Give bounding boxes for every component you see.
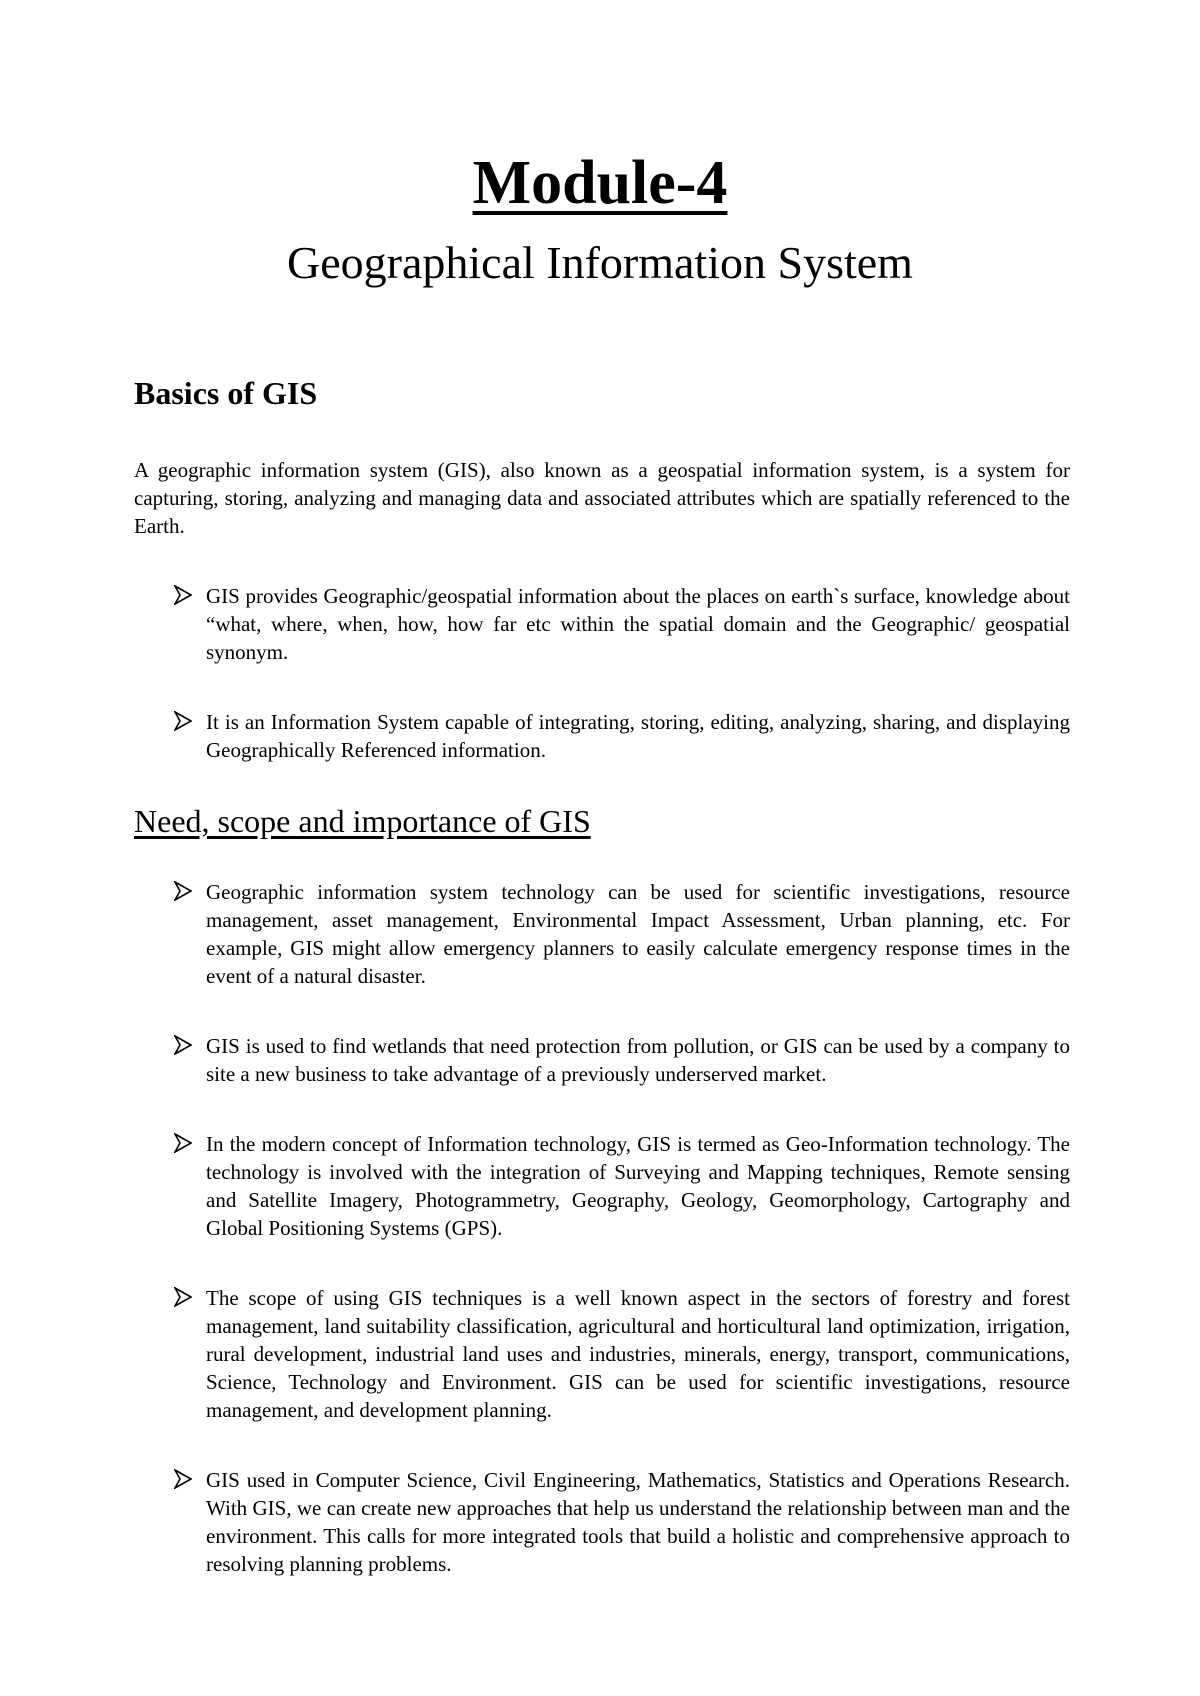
bullet-item bbox=[174, 708, 1070, 764]
bullet-text: The scope of using GIS techniques is a well known aspect in the sectors of forestry and forest management, land suitability classification, agricultural and horticultural land optimization, irrigation, rural development, industrial land uses and industries, minerals, energy, transport, communications, Science, Technology and Environment. GIS can be used for scientific investigations, resource management, and development planning. bbox=[206, 1286, 1070, 1422]
bullet-text: GIS used in Computer Science, Civil Engineering, Mathematics, Statistics and Operations Research. With GIS, we can create new approaches that help us understand the relationship between man and the environment. This calls for more integrated tools that build a holistic and comprehensive approach to resolving planning problems. bbox=[206, 1468, 1070, 1576]
module-title bbox=[0, 148, 1200, 218]
bullet-item bbox=[174, 1032, 1070, 1088]
bullet-text: GIS is used to find wetlands that need protection from pollution, or GIS can be used by a company to site a new business to take advantage of a previously underserved market. bbox=[206, 1034, 1070, 1086]
arrowhead-bullet-icon bbox=[174, 1287, 192, 1307]
bullet-item bbox=[174, 1284, 1070, 1424]
arrowhead-bullet-icon bbox=[174, 881, 192, 901]
arrowhead-bullet-icon bbox=[174, 1133, 192, 1153]
section-heading-need-scope: Need, scope and importance of GIS bbox=[134, 803, 591, 839]
bullet-item bbox=[174, 1466, 1070, 1578]
bullet-item bbox=[174, 582, 1070, 666]
intro-paragraph: A geographic information system (GIS), also known as a geospatial information system, is a system for capturing, storing, analyzing and managing data and associated attributes which are spatially referenced to the Earth. bbox=[134, 458, 1070, 538]
bullet-item bbox=[174, 878, 1070, 990]
bullet-item bbox=[174, 1130, 1070, 1242]
section-heading-basics: Basics of GIS bbox=[134, 375, 318, 411]
bullet-text: In the modern concept of Information technology, GIS is termed as Geo-Information technology. The technology is involved with the integration of Surveying and Mapping techniques, Remote sensing and Satellite Imagery, Photogrammetry, Geography, Geology, Geomorphology, Cartography and Global Positioning Systems (GPS). bbox=[206, 1132, 1070, 1240]
module-title-text: Module-4 bbox=[472, 149, 728, 217]
arrowhead-bullet-icon bbox=[174, 585, 192, 605]
arrowhead-bullet-icon bbox=[174, 711, 192, 731]
bullet-text: GIS provides Geographic/geospatial information about the places on earth`s surface, knowledge about “what, where, when, how, how far etc within the spatial domain and the Geographic/ geospatial synonym. bbox=[206, 584, 1070, 664]
arrowhead-bullet-icon bbox=[174, 1035, 192, 1055]
arrowhead-bullet-icon bbox=[174, 1469, 192, 1489]
bullet-text: It is an Information System capable of integrating, storing, editing, analyzing, sharing, and displaying Geographically Referenced information. bbox=[206, 710, 1070, 762]
document-subtitle: Geographical Information System bbox=[287, 237, 913, 288]
bullet-text: Geographic information system technology can be used for scientific investigations, resource management, asset management, Environmental Impact Assessment, Urban planning, etc. For example, GIS might allow emergency planners to easily calculate emergency response times in the event of a natural disaster. bbox=[206, 880, 1070, 988]
